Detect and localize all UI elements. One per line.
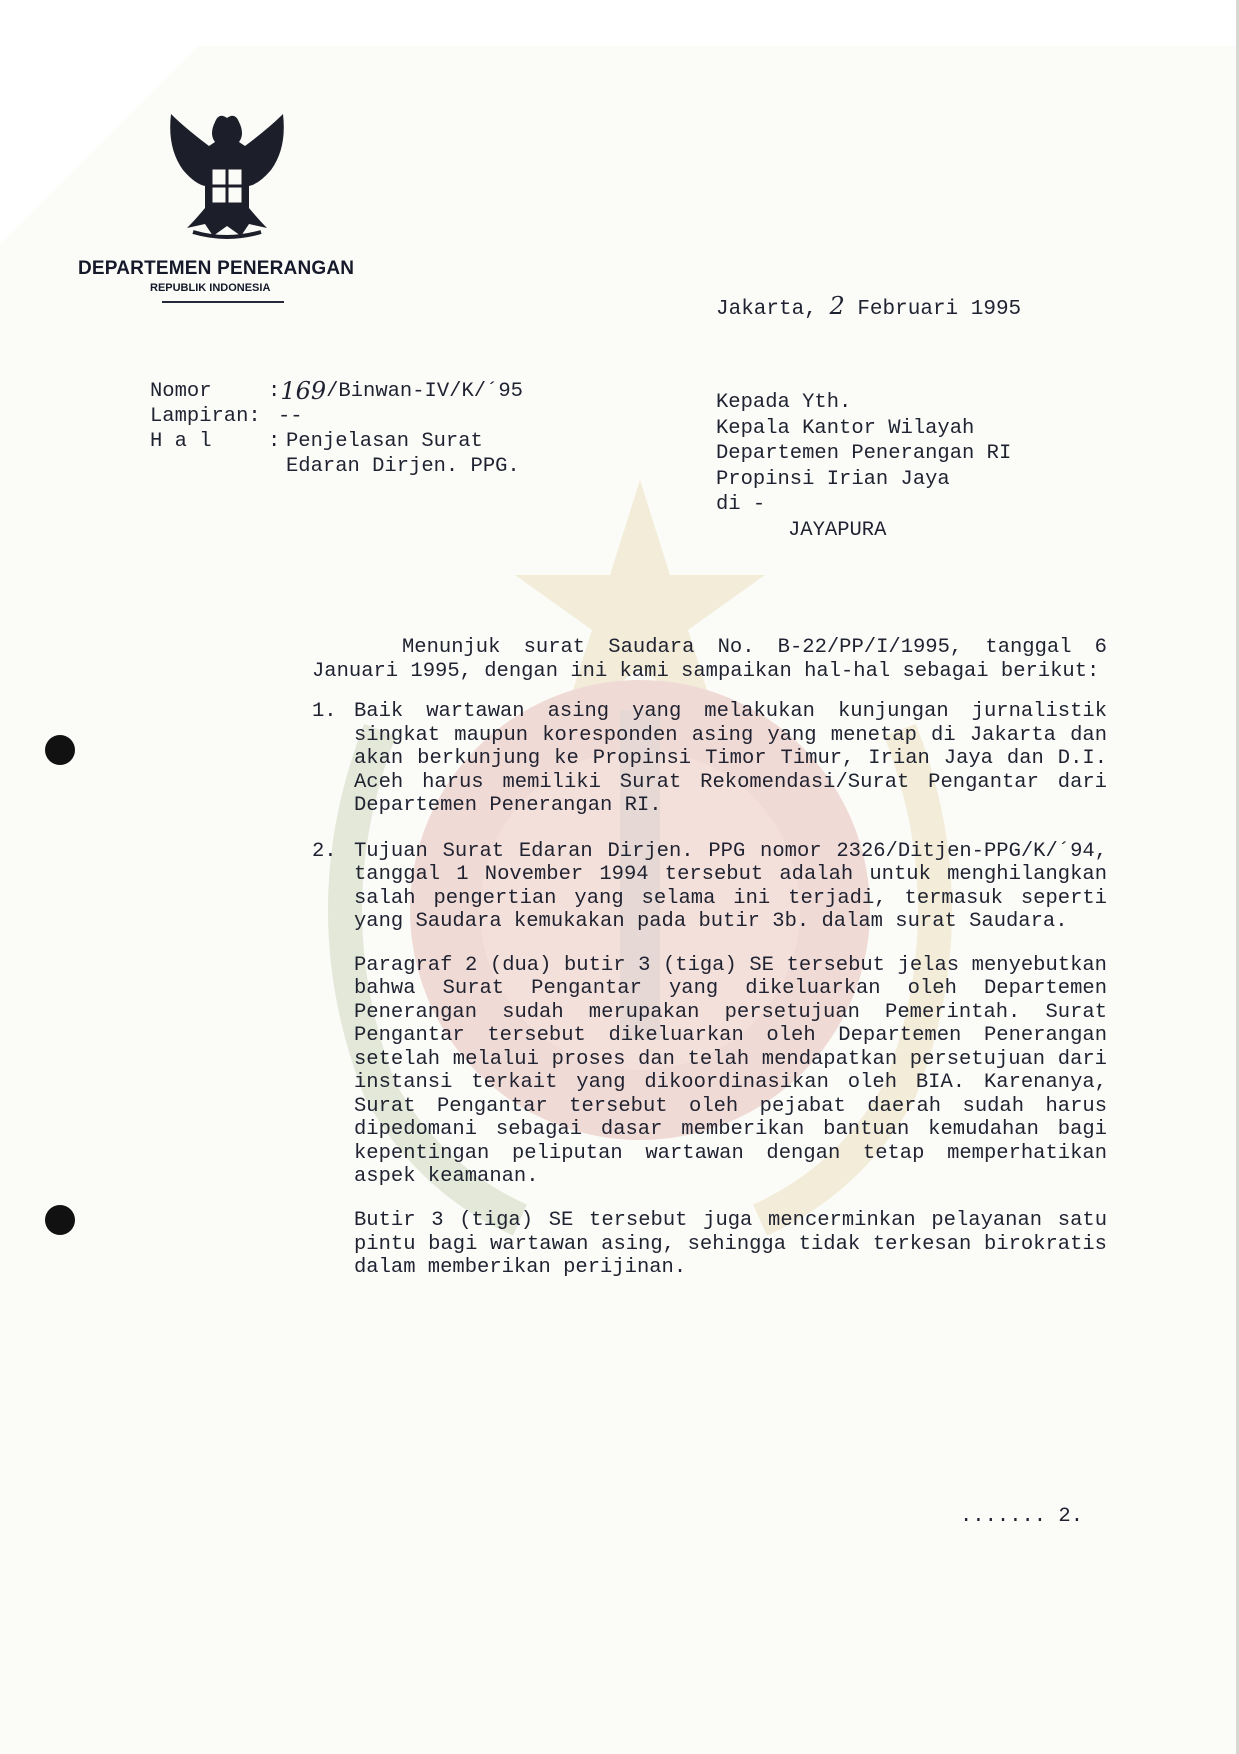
institution-name: DEPARTEMEN PENERANGAN	[78, 258, 355, 279]
hal-spacer	[150, 454, 268, 479]
nomor-label: Nomor	[150, 380, 212, 403]
lampiran-value: --	[278, 405, 303, 428]
punch-hole	[45, 1205, 75, 1235]
paragraph-3: Butir 3 (tiga) SE tersebut juga mencerminkan pelayanan satu pintu bagi wartawan asing, sehingga tidak terkesan birokratis dalam memberikan perijinan.	[354, 1209, 1107, 1279]
date-place: Jakarta,	[716, 298, 817, 321]
item-number: 2.	[312, 839, 337, 863]
addressee-city: JAYAPURA	[788, 518, 887, 542]
hal-line1: Penjelasan Surat	[286, 430, 483, 453]
country-name: REPUBLIK INDONESIA	[150, 282, 271, 294]
nomor-suffix: /Binwan-IV/K/´95	[326, 380, 523, 403]
hal-label: H a l	[150, 430, 212, 453]
page-continuation: ....... 2.	[960, 1505, 1084, 1528]
date-day-handwritten: 2	[829, 292, 845, 320]
item-text: Tujuan Surat Edaran Dirjen. PPG nomor 2326/Ditjen-PPG/K/´94, tanggal 1 November 1994 tersebut adalah untuk menghilangkan salah pengertian yang selama ini terjadi, termasuk seperti yang Saudara kemukakan pada butir 3b. dalam surat Saudara.	[354, 839, 1107, 933]
hal-separator: :	[268, 430, 281, 453]
addressee-line2: Kepala Kantor Wilayah	[716, 416, 975, 440]
nomor-separator: :	[268, 380, 281, 403]
list-item	[312, 840, 1107, 934]
hal-row-2	[150, 454, 523, 479]
garuda-emblem-icon	[165, 108, 290, 243]
item-text: Baik wartawan asing yang melakukan kunjungan jurnalistik singkat maupun koresponden asing yang menetap di Jakarta dan akan berkunjung ke Propinsi Timor Timur, Irian Jaya dan D.I. Aceh harus memiliki Surat Rekomendasi/Surat Pengantar dari Departemen Penerangan RI.	[354, 700, 1107, 817]
addressee-line1: Kepada Yth.	[716, 391, 852, 414]
addressee-block	[716, 390, 1011, 543]
hal-line2: Edaran Dirjen. PPG.	[286, 455, 520, 478]
addressee-line3: Departemen Penerangan RI	[716, 442, 1012, 465]
intro-paragraph: Menunjuk surat Saudara No. B-22/PP/I/1995, tanggal 6 Januari 1995, dengan ini kami sampaikan hal-hal sebagai berikut:	[312, 636, 1107, 683]
letter-date	[716, 292, 1021, 321]
paragraph-2: Paragraf 2 (dua) butir 3 (tiga) SE tersebut jelas menyebutkan bahwa Surat Pengantar yang dikeluarkan oleh Departemen Penerangan sudah merupakan persetujuan Pemerintah. Surat Pengantar tersebut dikeluarkan oleh Departemen Penerangan setelah melalui proses dan telah mendapatkan persetujuan dari instansi terkait yang dikoordinasikan oleh BIA. Karenanya, Surat Pengantar tersebut oleh pejabat daerah sudah harus dipedomani sebagai dasar memberikan bantuan kemudahan bagi kepentingan peliputan wartawan dengan tetap memperhatikan aspek keamanan.	[354, 953, 1107, 1188]
lampiran-label: Lampiran:	[150, 405, 261, 428]
date-month-year: Februari 1995	[857, 298, 1022, 321]
addressee-line5: di -	[716, 493, 766, 516]
list-item	[312, 700, 1107, 818]
nomor-handwritten: 169	[280, 377, 327, 405]
item-number: 1.	[312, 700, 337, 723]
addressee-line4: Propinsi Irian Jaya	[716, 467, 950, 491]
letter-body	[312, 636, 1107, 1300]
letterhead-rule	[162, 301, 284, 303]
hal-spacer-sep	[268, 454, 286, 479]
hal-row	[150, 429, 523, 454]
lampiran-row	[150, 404, 523, 429]
punch-hole	[45, 735, 75, 765]
reference-block	[150, 379, 523, 479]
nomor-row	[150, 379, 523, 404]
